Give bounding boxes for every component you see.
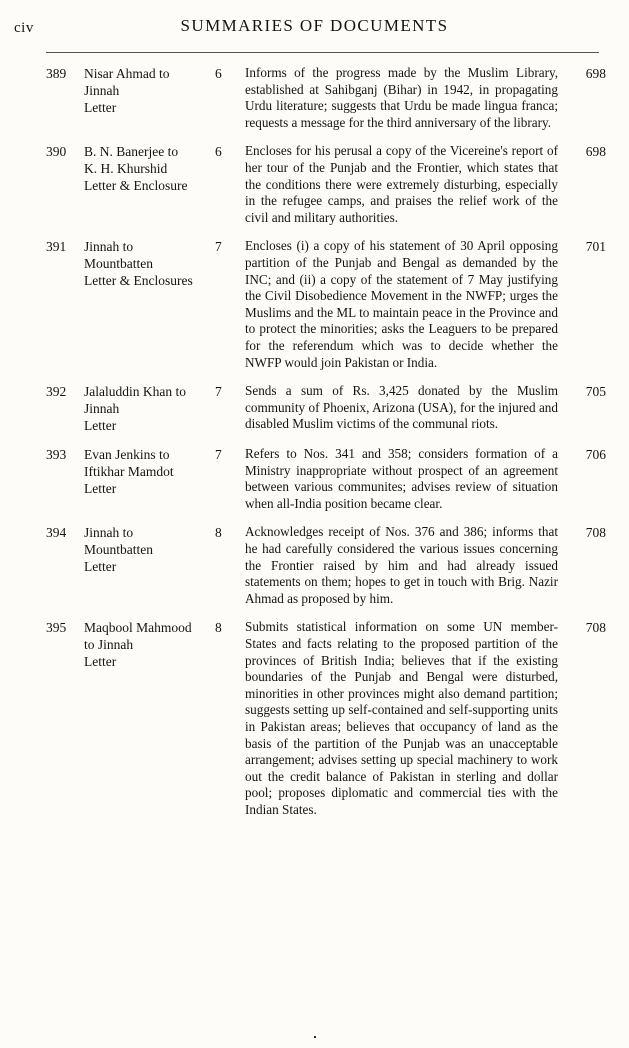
- entry-reference-page: 698: [585, 144, 606, 160]
- entry-description-line: Jalaluddin Khan to: [84, 384, 186, 400]
- entry-description: [84, 618, 215, 670]
- entry-description-line: Nisar Ahmad to: [84, 66, 170, 81]
- entry-description-line: K. H. Khurshid: [84, 161, 168, 177]
- entry-description-line: to Jinnah: [84, 637, 134, 653]
- entry-description-line: Letter: [84, 481, 117, 497]
- header-divider: [46, 52, 599, 53]
- entry-description-line: Jinnah to: [84, 239, 134, 255]
- entry-number: 393: [46, 447, 67, 463]
- summaries-list: [46, 64, 606, 830]
- entry-summary: Informs of the progress made by the Muslim Library, established at Sahibganj (Bihar) in 1942, in propagating Urdu literature; suggests that Urdu be made lingua franca; requests a message for the third anniversary of the library.: [245, 65, 558, 130]
- entry-page: 6: [215, 144, 222, 160]
- entry-description-line: Letter & Enclosure: [84, 178, 188, 194]
- entry-description: [84, 142, 215, 194]
- entry-description: [84, 523, 215, 575]
- entry-summary: Acknowledges receipt of Nos. 376 and 386; informs that he had carefully considered the various issues concerning the Frontier raised by him and had already issued statements on them; hopes to get in touch with Brig. Nazir Ahmad as proposed by him.: [245, 524, 558, 606]
- entry-number: 394: [46, 525, 67, 541]
- entry-description-line: B. N. Banerjee to: [84, 144, 179, 160]
- entry-description-line: Evan Jenkins to: [84, 447, 170, 463]
- entry-description-line: Mountbatten: [84, 256, 153, 272]
- entry-reference-page: 705: [585, 384, 606, 400]
- page-header: [0, 16, 629, 46]
- entry-description-line: Letter: [84, 559, 117, 575]
- entry-reference-page: 708: [585, 525, 606, 541]
- entry-summary: Encloses (i) a copy of his statement of 30 April opposing partition of the Punjab and Bengal as demanded by the INC; and (ii) a copy of the statement of 7 May justifying the Civil Disobedience Movement in the NWFP; urges the Muslims and the ML to maintain peace in the Province and to protect the minorities; asks the Leaguers to be prepared for the referendum which was to decide whether the NWFP would join Pakistan or India.: [245, 238, 558, 370]
- page-title: SUMMARIES OF DOCUMENTS: [180, 16, 449, 35]
- list-item: [46, 445, 606, 512]
- entry-summary: Sends a sum of Rs. 3,425 donated by the Muslim community of Phoenix, Arizona (USA), for the injured and disabled Muslim victims of the communal riots.: [245, 383, 558, 432]
- folio-number: civ: [14, 20, 34, 36]
- entry-summary: Refers to Nos. 341 and 358; considers formation of a Ministry inappropriate without prospect of an agreement between various communites; advises review of situation when all-India position became clear.: [245, 446, 558, 511]
- entry-page: 7: [215, 239, 222, 255]
- entry-reference-page: 706: [585, 447, 606, 463]
- entry-description-line: Jinnah: [84, 401, 120, 417]
- entry-number: 392: [46, 384, 67, 400]
- entry-description-line: Letter: [84, 654, 117, 670]
- entry-number: 390: [46, 144, 67, 160]
- entry-number: 395: [46, 620, 67, 636]
- list-item: [46, 237, 606, 371]
- list-item: [46, 64, 606, 131]
- entry-description-line: Letter: [84, 418, 117, 434]
- entry-summary: Submits statistical information on some UN member-States and facts relating to the proposed partition of the provinces of British India; believes that if the existing boundaries of the Punjab and Bengal were disturbed, minorities in other provinces might also demand partition; suggests setting up self-contained and self-supporting units in Pakistan areas; believes that occupancy of land as the basis of the partition of the Punjab was an unacceptable arrangement; advises setting up special machinery to work out the credit balance of Pakistan in sterling and dollar pool; proposes diplomatic and commercial ties with the Indian States.: [245, 619, 558, 817]
- entry-reference-page: 698: [585, 66, 606, 81]
- entry-page: 7: [215, 384, 222, 400]
- entry-description-line: Iftikhar Mamdot: [84, 464, 174, 480]
- entry-description-line: Maqbool Mahmood: [84, 620, 192, 636]
- list-item: [46, 142, 606, 226]
- entry-number: 391: [46, 239, 67, 255]
- entry-description: [84, 382, 215, 434]
- list-item: [46, 382, 606, 434]
- footer-mark: [314, 1036, 316, 1038]
- entry-description-line: Jinnah: [84, 83, 120, 98]
- entry-reference-page: 701: [585, 239, 606, 255]
- entry-page: 8: [215, 525, 222, 541]
- entry-reference-page: 708: [585, 620, 606, 636]
- list-item: [46, 618, 606, 818]
- entry-description-line: Letter: [84, 100, 117, 115]
- entry-description: [84, 237, 215, 289]
- entry-summary: Encloses for his perusal a copy of the Vicereine's report of her tour of the Punjab and the Frontier, which states that the conditions there were extremely disturbing, especially in the refugee camps, and praises the relief work of the civil and military authorities.: [245, 143, 558, 225]
- list-item: [46, 523, 606, 607]
- entry-description-line: Jinnah to: [84, 525, 134, 541]
- entry-page: 6: [215, 66, 222, 81]
- entry-description: [84, 64, 215, 116]
- entry-page: 7: [215, 447, 222, 463]
- entry-description-line: Letter & Enclosures: [84, 273, 193, 289]
- entry-description-line: Mountbatten: [84, 542, 153, 558]
- entry-number: 389: [46, 66, 67, 81]
- entry-page: 8: [215, 620, 222, 636]
- entry-description: [84, 445, 215, 497]
